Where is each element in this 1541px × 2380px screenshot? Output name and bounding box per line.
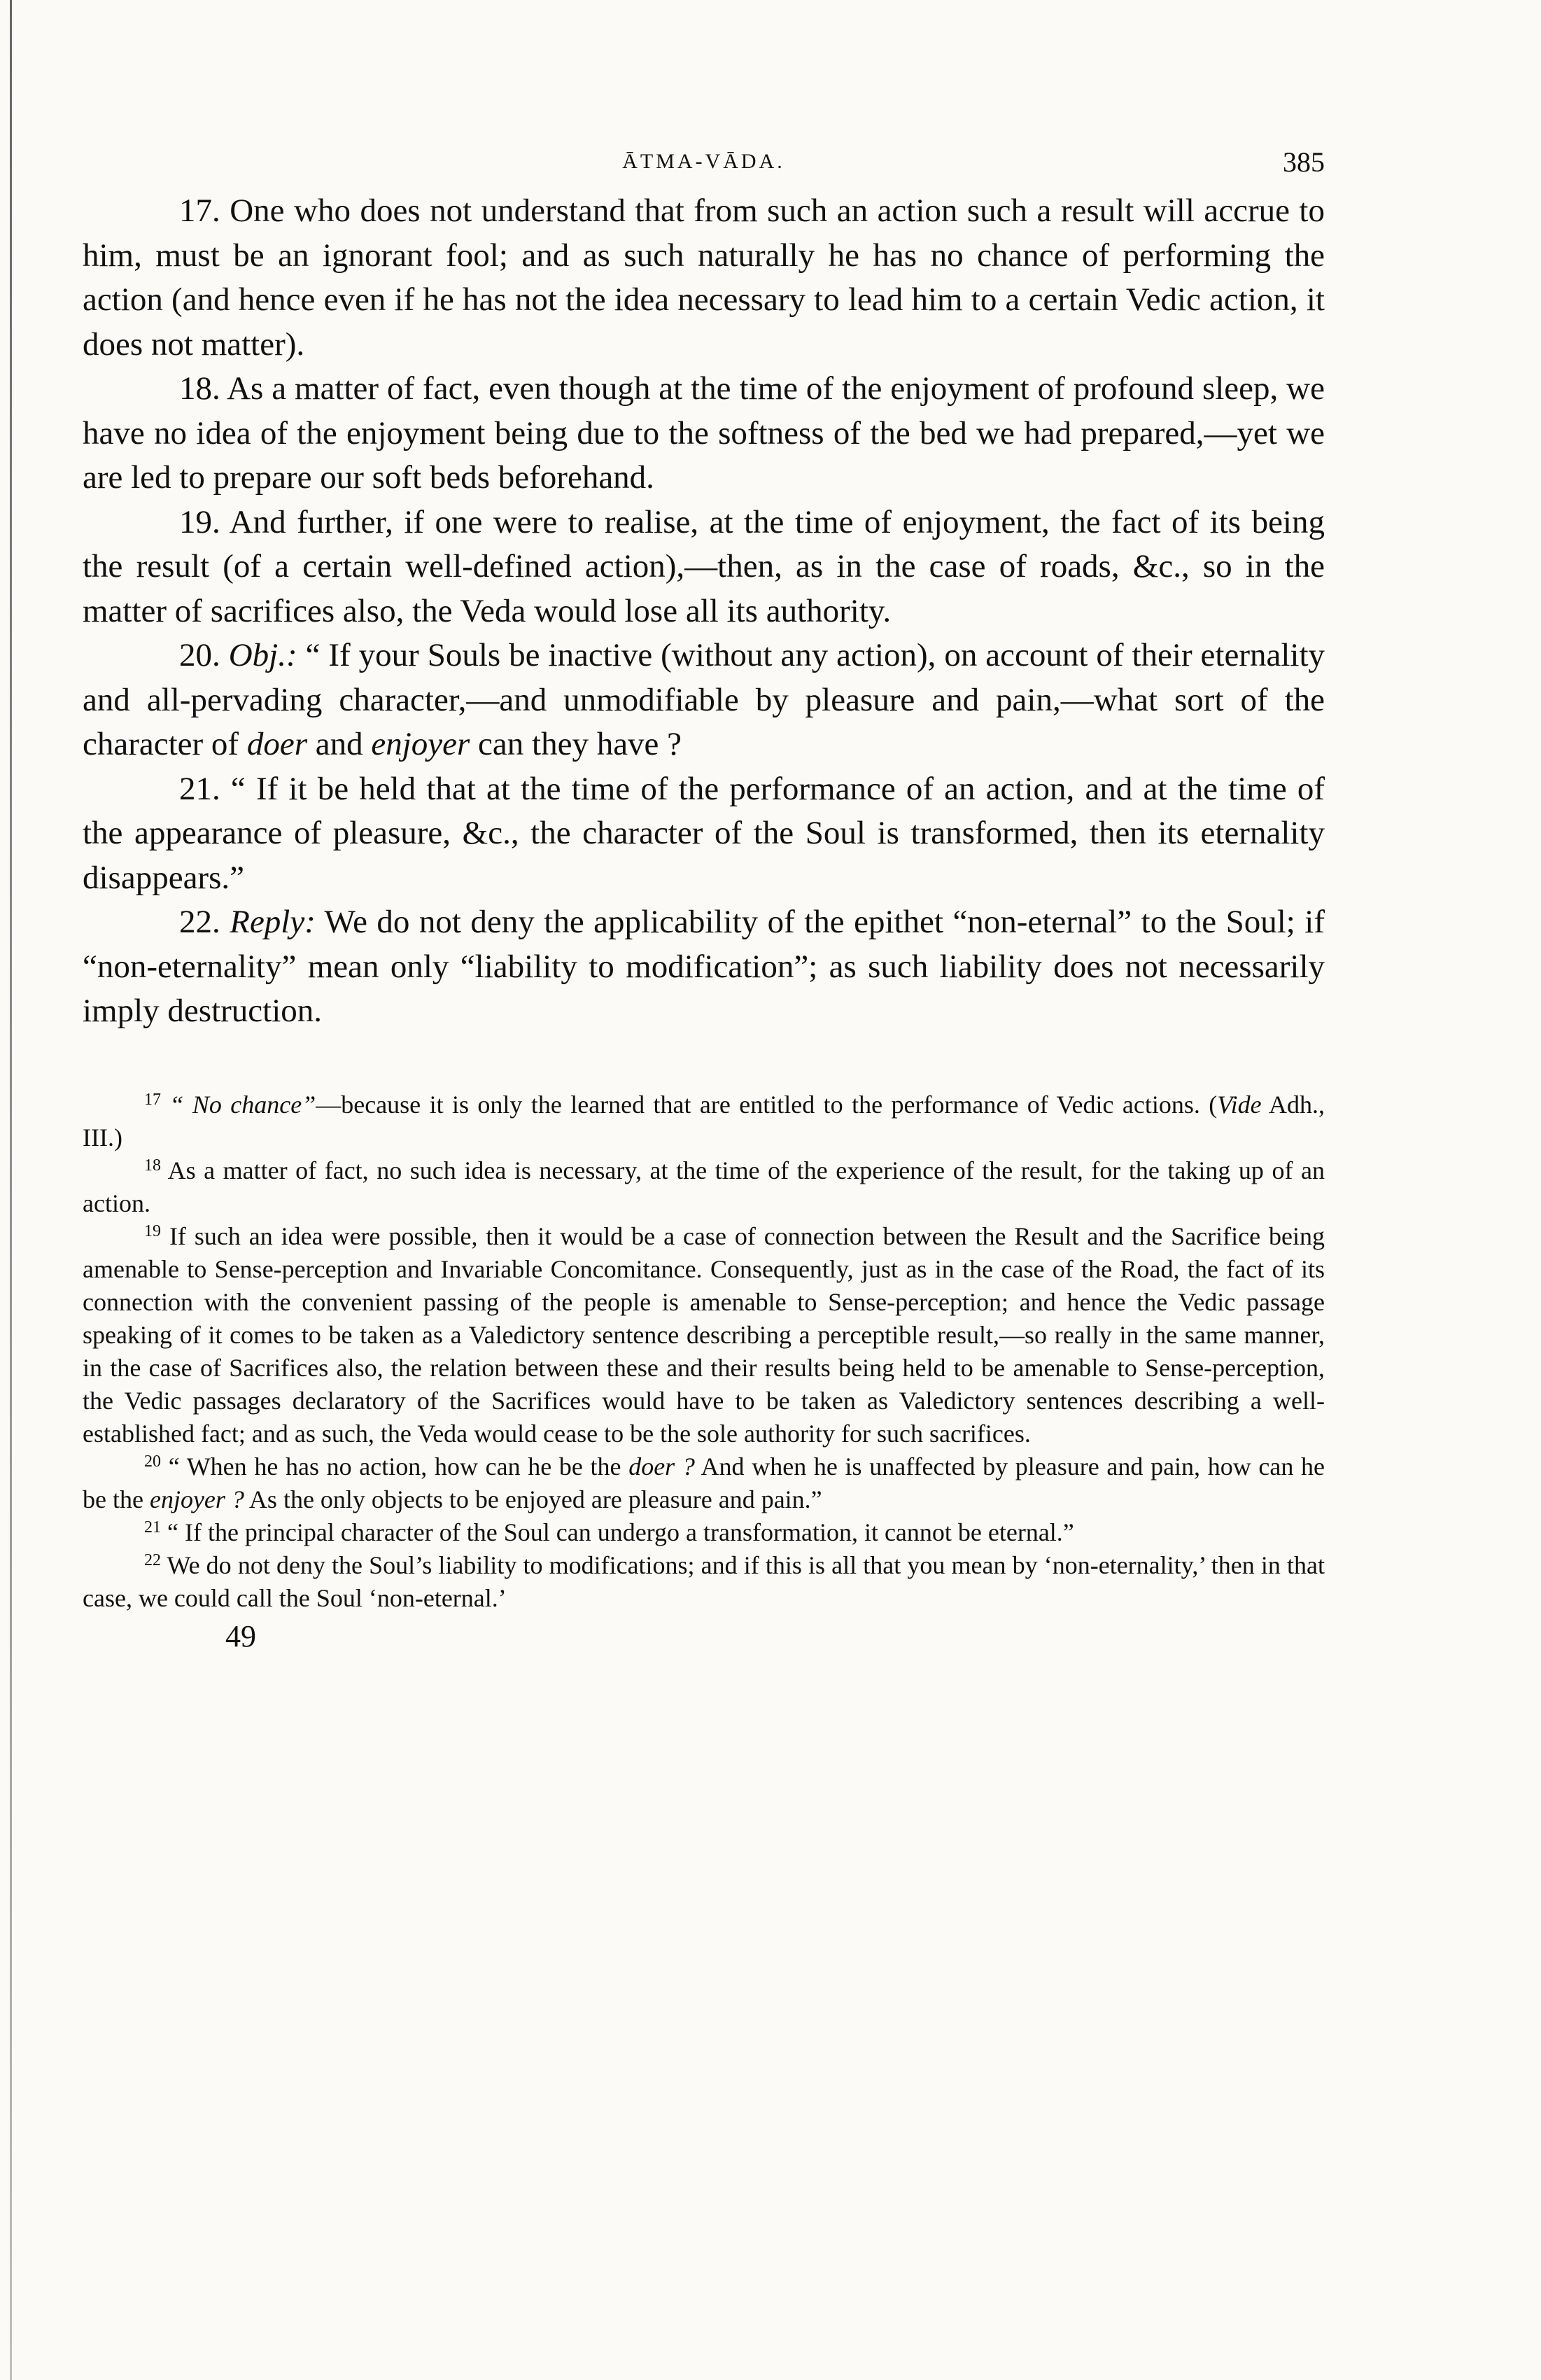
paragraph-text: One who does not understand that from such an action such a result will accrue to him, must be an ignorant fool; and as such naturally he has no chance of performing the action (and hence even if he has not the idea necessary to lead him to a certain Vedic action, it does not matter). (83, 192, 1325, 363)
objection-label: Obj.: (228, 637, 297, 673)
paragraph-19 (83, 500, 1325, 634)
footnote-number: 17 (144, 1090, 161, 1109)
paragraph-text: “ If it be held that at the time of the performance of an action, and at the time of the appearance of pleasure, &c., the character of the Soul is transformed, then its eternality disappears.” (83, 770, 1325, 896)
left-margin-rule (10, 0, 12, 2380)
paragraph-text: As a matter of fact, even though at the time of the enjoyment of profound sleep, we have no idea of the enjoyment being due to the softness of the bed we had prepared,—yet we are led to prepare our soft beds beforehand. (83, 370, 1325, 496)
paragraph-number: 22. (179, 904, 220, 940)
running-head (83, 140, 1325, 182)
footnote-18 (83, 1154, 1325, 1220)
footnote-text: —because it is only the learned that are entitled to the performance of Vedic actions. ( (316, 1090, 1218, 1119)
footnote-text: “ If the principal character of the Soul can undergo a transformation, it cannot be eternal.” (167, 1518, 1074, 1546)
footnote-text-mid: And when he is unaffected by pleasure and pain, how can he be the (83, 1452, 1325, 1513)
book-page (83, 140, 1325, 1656)
term-doer: doer (246, 726, 307, 762)
footnote-21 (83, 1516, 1325, 1549)
reply-label: Reply: (230, 904, 316, 940)
footnote-vide: Vide (1217, 1090, 1262, 1119)
paragraph-number: 20. (179, 637, 220, 673)
paragraph-20 (83, 634, 1325, 767)
paragraph-17 (83, 189, 1325, 367)
paragraph-21 (83, 767, 1325, 901)
signature-mark: 49 (225, 1618, 256, 1653)
term-doer: doer ? (628, 1452, 695, 1480)
footnote-17 (83, 1088, 1325, 1154)
footnote-22 (83, 1549, 1325, 1615)
footnote-lead: “ No chance” (169, 1090, 316, 1119)
footnote-text: As a matter of fact, no such idea is necessary, at the time of the experience of the result, for the taking up of an action. (83, 1156, 1325, 1217)
footnote-text: We do not deny the Soul’s liability to modifications; and if this is all that you mean by ‘non-eternality,’ then in that case, we could call the Soul ‘non-eternal.’ (83, 1550, 1325, 1612)
page-number: 385 (1283, 146, 1325, 178)
paragraph-text: “ If your Souls be inactive (without any action), on account of their eternality and all-pervading character,—and unmodifiable by pleasure and pain,—what sort of the character of (83, 637, 1325, 762)
term-enjoyer: enjoyer (371, 726, 470, 762)
footnote-20 (83, 1450, 1325, 1516)
paragraph-number: 18. (179, 370, 220, 407)
paragraph-text-end: can they have ? (470, 726, 682, 762)
footnote-number: 18 (144, 1156, 161, 1175)
footnote-text-end: As the only objects to be enjoyed are pleasure and pain.” (244, 1485, 822, 1513)
paragraph-number: 19. (179, 503, 220, 540)
paragraph-text: And further, if one were to realise, at the time of enjoyment, the fact of its being the result (of a certain well-defined action),—then, as in the case of roads, &c., so in the matter of sacrifices also, the Veda would lose all its authority. (83, 503, 1325, 629)
running-title: ĀTMA-VĀDA. (622, 150, 785, 173)
footnote-number: 20 (144, 1452, 161, 1471)
footnote-19 (83, 1220, 1325, 1450)
footnote-number: 22 (144, 1550, 161, 1569)
paragraph-text: We do not deny the applicability of the epithet “non-eternal” to the Soul; if “non-eternality” mean only “liability to modification”; as such liability does not necessarily imply destruction. (83, 904, 1325, 1029)
footnotes (83, 1088, 1325, 1615)
paragraph-number: 17. (179, 192, 220, 229)
term-enjoyer: enjoyer ? (149, 1485, 244, 1513)
footnote-text: “ When he has no action, how can he be the (168, 1452, 629, 1480)
main-text (83, 189, 1325, 1034)
footnote-text: If such an idea were possible, then it would be a case of connection between the Result and the Sacrifice being amenable to Sense-perception and Invariable Concomitance. Consequently, just as in the case of the Road, the fact of its connection with the convenient passing of the people is amenable to Sense-perception; and hence the Vedic passage speaking of it comes to be taken as a Valedictory sentence describing a perceptible result,—so really in the same manner, in the case of Sacrifices also, the relation between these and their results being held to be amenable to Sense-perception, the Vedic passages declaratory of the Sacrifices would have to be taken as Valedictory sentences describing a well-established fact; and as such, the Veda would cease to be the sole authority for such sacrifices. (83, 1222, 1325, 1448)
paragraph-text-mid: and (307, 726, 372, 762)
paragraph-number: 21. (179, 770, 220, 807)
footnote-number: 19 (144, 1222, 161, 1240)
paragraph-22 (83, 900, 1325, 1034)
paragraph-18 (83, 367, 1325, 500)
footnote-number: 21 (144, 1518, 161, 1536)
footnote-tail: Adh., III.) (83, 1090, 1325, 1152)
